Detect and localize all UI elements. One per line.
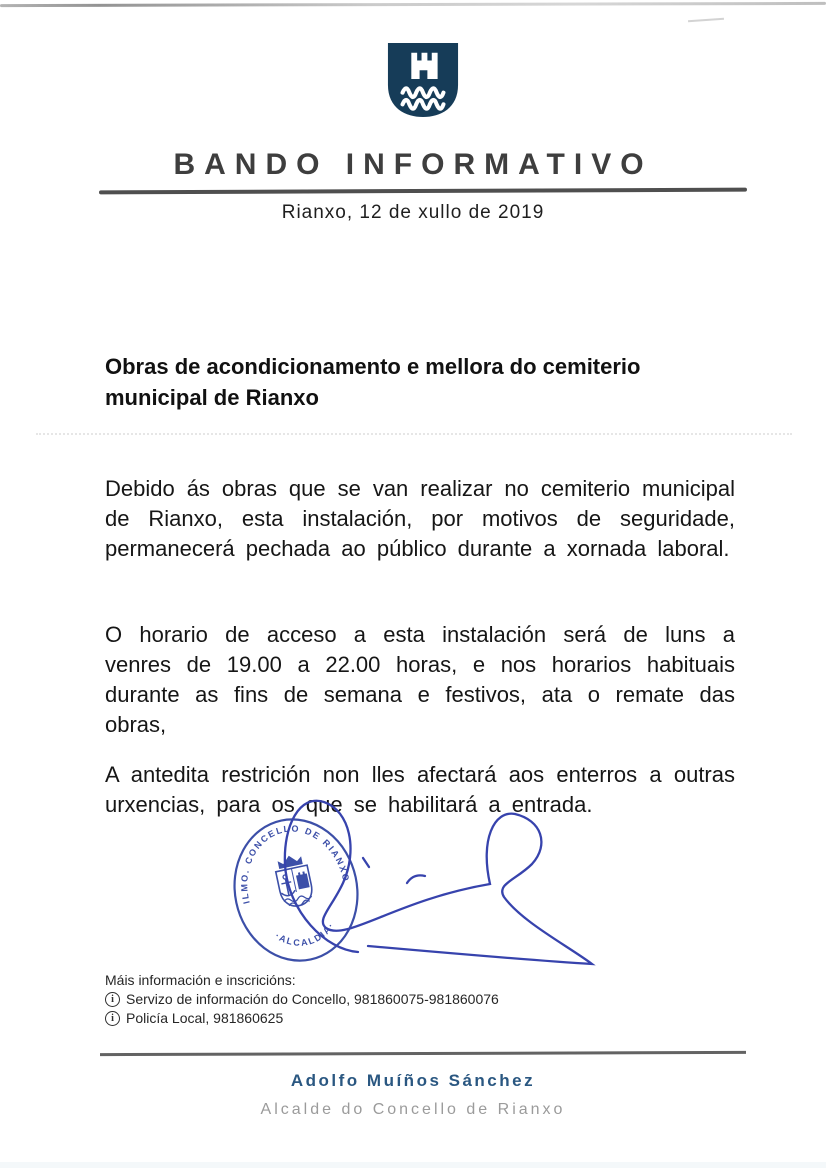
notice-heading: Obras de acondicionamento e mellora do cemiterio municipal de Rianxo — [105, 354, 641, 410]
info-line — [105, 1009, 665, 1028]
date-line: Rianxo, 12 de xullo de 2019 — [281, 202, 545, 223]
page-title: BANDO INFORMATIVO — [173, 148, 653, 181]
scan-artifact-top-line — [0, 2, 826, 7]
scan-artifact-bottom-strip — [0, 1162, 826, 1168]
stamp-and-signature-area — [200, 780, 640, 980]
info-line-text: Policía Local, 981860625 — [126, 1010, 284, 1026]
concello-rianxo-shield-logo — [386, 41, 460, 119]
svg-text:·ALCALDIA· — [272, 919, 340, 954]
notice-paragraph: A antedita restrición non lles afectará aos enterros a outras urxencias, para os que se habilitará a entrada. — [105, 762, 735, 817]
footer-divider — [100, 1051, 746, 1056]
signer-role: Alcalde do Concello de Rianxo — [260, 1101, 566, 1118]
more-info-block — [105, 971, 665, 1028]
alcaldia-stamp-and-signature — [200, 780, 640, 980]
signer-name: Adolfo Muíños Sánchez — [290, 1071, 536, 1090]
notice-paragraph: Debido ás obras que se van realizar no cemiterio municipal de Rianxo, esta instalación, por motivos de seguridade, permanecerá pechada ao público durante a xornada laboral. — [105, 476, 735, 561]
info-circle-icon: i — [105, 1011, 120, 1026]
stamp-top-text: ILMO. CONCELLO DE RIANXO — [239, 823, 352, 905]
scan-artifact-mark — [688, 18, 724, 23]
stamp-bottom-text: ·ALCALDIA· — [273, 920, 337, 948]
title-divider — [99, 188, 747, 195]
info-line — [105, 990, 665, 1009]
notice-paragraph: O horario de acceso a esta instalación será de luns a venres de 19.00 a 22.00 horas, e nos horarios habituais durante as fins de semana e festivos, ata o remate das obras, — [105, 622, 735, 737]
info-line-text: Servizo de información do Concello, 981860075-981860076 — [126, 991, 499, 1007]
shield-icon — [386, 41, 460, 119]
info-intro: Máis información e inscricións: — [105, 972, 296, 988]
info-circle-icon: i — [105, 992, 120, 1007]
scan-artifact-dotted-line — [36, 433, 792, 435]
handwritten-signature — [285, 801, 592, 964]
